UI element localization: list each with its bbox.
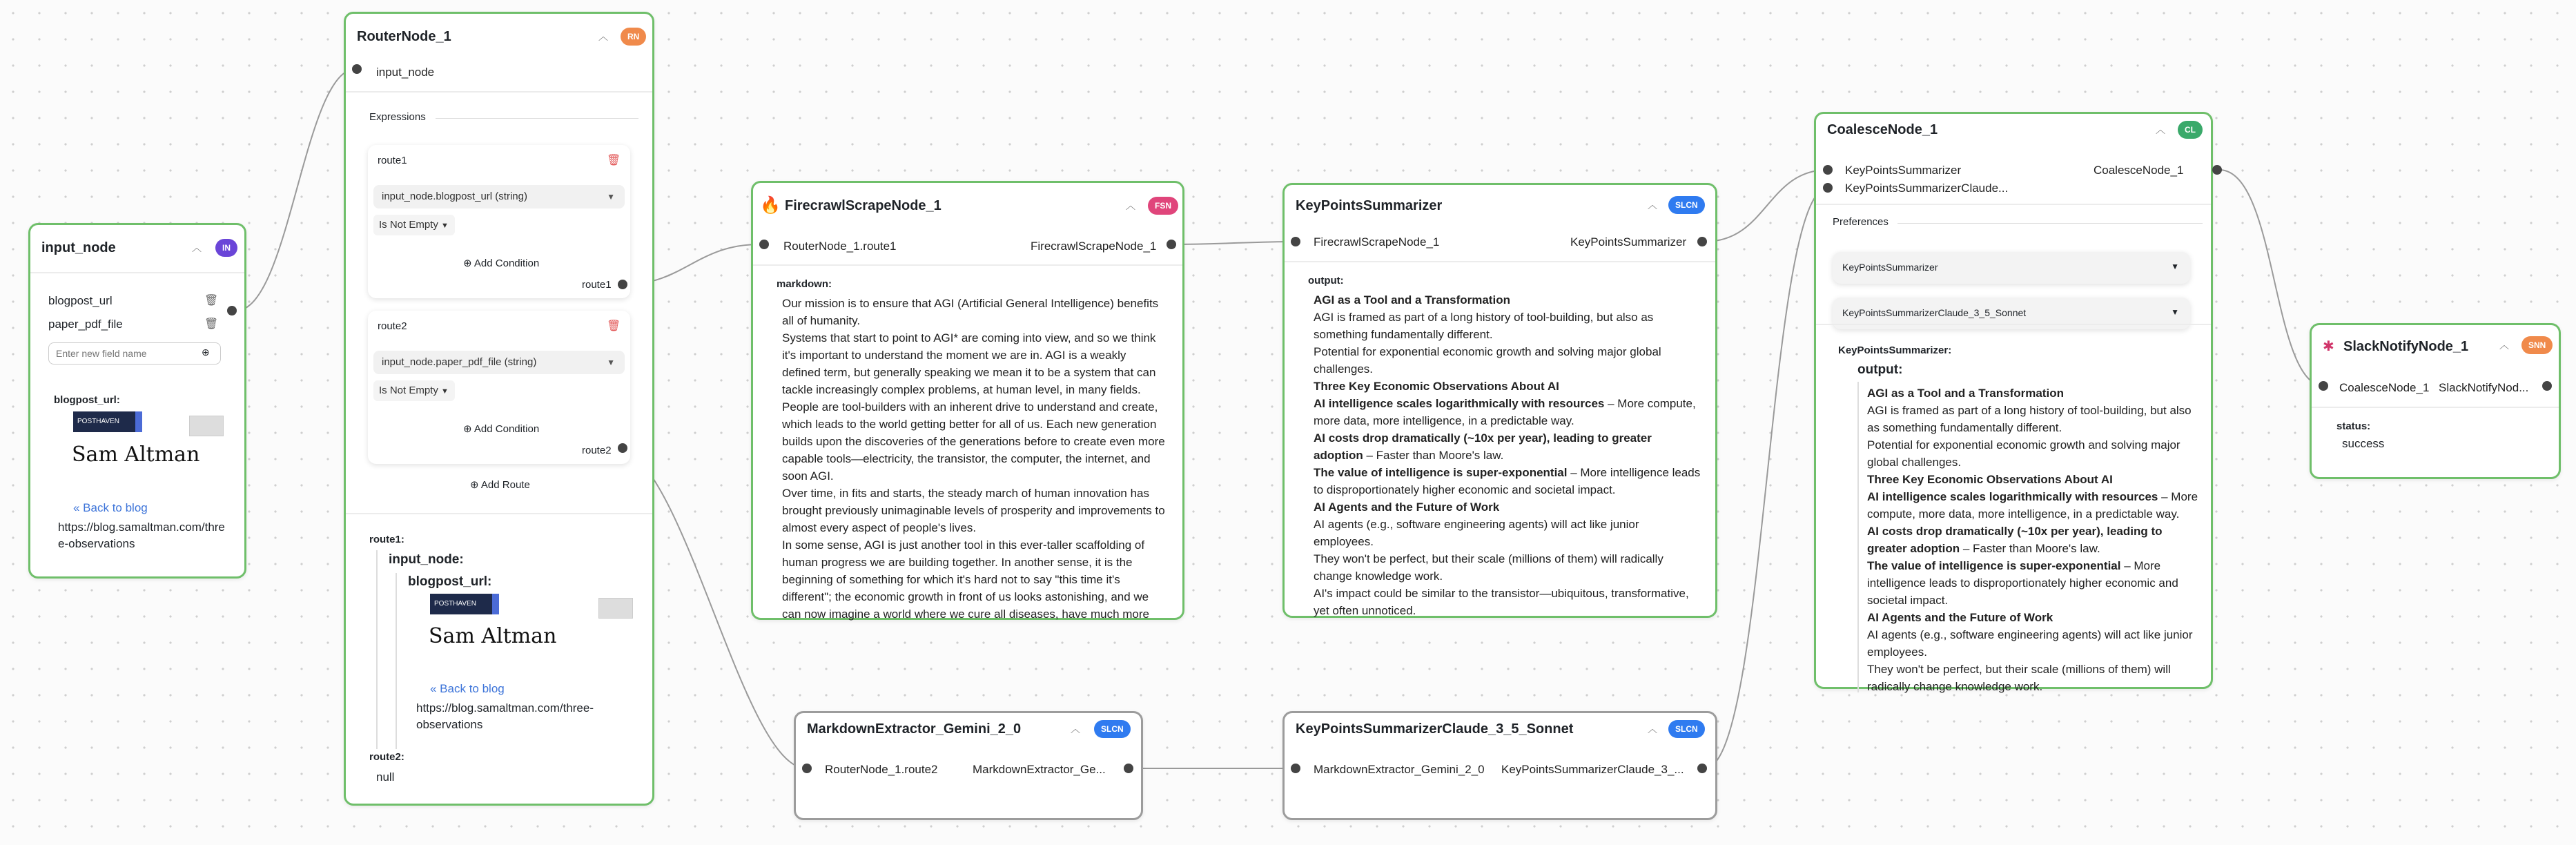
output-port[interactable]	[2542, 381, 2552, 391]
route-card	[368, 145, 630, 298]
edge-firecrawl-kps	[1173, 242, 1294, 244]
summary-text: AGI is framed as part of a long history of tool-building, but also as	[1314, 311, 1654, 324]
markdown-line: Systems that start to point to AGI* are coming into view, and so we think	[782, 331, 1156, 344]
summary-text: They won't be perfect, but their scale (millions of them) will radically	[1314, 552, 1663, 565]
url-text: https://blog.samaltman.com/three-	[416, 701, 594, 715]
condition-operator-select[interactable]: Is Not Empty ▼	[373, 380, 455, 401]
node-header	[796, 713, 1141, 761]
markdown-line: Over time, in fits and starts, the steady march of human innovation has	[782, 487, 1149, 500]
edge-input-router	[236, 69, 355, 311]
node-title: KeyPointsSummarizerClaude_3_5_Sonnet	[1296, 721, 1574, 737]
summary-line	[1314, 360, 1714, 378]
summary-bold: The value of intelligence is super-exponential	[1867, 559, 2121, 572]
tree-line	[376, 550, 378, 749]
divider	[346, 91, 652, 93]
add-condition-button[interactable]: ⊕ Add Condition	[463, 258, 540, 269]
node-title: SlackNotifyNode_1	[2343, 339, 2469, 354]
divider	[1816, 204, 2211, 205]
collapse-chevron-icon[interactable]: ︿	[598, 31, 608, 42]
node-header	[1285, 185, 1715, 233]
divider	[1816, 324, 2211, 325]
posthaven-logo: POSTHAVEN	[430, 594, 499, 614]
summary-text: as something fundamentally different.	[1867, 421, 2062, 434]
summary-line	[1867, 454, 2212, 471]
edge-coalesce-slack	[2219, 170, 2324, 386]
summary-line	[1314, 447, 1714, 464]
markdown-line: People are tool-builders with an inherent drive to understand and create,	[782, 400, 1158, 414]
summary-text: something fundamentally different.	[1314, 328, 1493, 341]
router-node[interactable]	[344, 12, 654, 806]
summary-text: radically change knowledge work.	[1867, 680, 2043, 693]
markdown-line: tackle increasingly complex problems, at human level, in many fields.	[782, 383, 1141, 396]
markdown-line: defined term, but generally speaking we mean it to be a system that can	[782, 366, 1156, 379]
fire-icon: 🔥	[760, 196, 781, 215]
output-port[interactable]	[227, 306, 237, 315]
summary-line	[1314, 567, 1714, 585]
coalesce-node[interactable]	[1814, 112, 2213, 693]
route2-value: null	[376, 770, 395, 784]
status-value: success	[2342, 437, 2385, 450]
delete-route-icon[interactable]: 🗑	[607, 155, 621, 166]
summary-text: – Faster than Moore's law.	[1960, 542, 2100, 555]
collapse-chevron-icon[interactable]: ︿	[2499, 340, 2509, 351]
collapse-chevron-icon[interactable]: ︿	[1071, 723, 1080, 735]
markdown-line: In some sense, AGI is just another tool in this ever-taller scaffolding of	[782, 538, 1145, 552]
node-header	[1816, 114, 2211, 162]
output-port-label: KeyPointsSummarizer	[1570, 235, 1687, 249]
summary-text: – More	[2158, 490, 2198, 503]
output-blogpost-url-label: blogpost_url:	[408, 574, 492, 589]
summary-text: global challenges.	[1867, 456, 1962, 469]
summary-line	[1867, 436, 2212, 454]
input-port[interactable]	[1823, 165, 1833, 175]
field-paper-pdf-file: paper_pdf_file	[48, 318, 123, 331]
input-port-label: input_node	[376, 66, 435, 79]
summary-line	[1867, 592, 2212, 609]
output-port[interactable]	[1697, 237, 1707, 246]
route-output-label: route2	[582, 445, 612, 456]
route1-output-port[interactable]	[618, 280, 627, 289]
delete-route-icon[interactable]: 🗑	[607, 320, 621, 332]
node-header	[753, 183, 1182, 231]
output-label: output:	[1308, 275, 1344, 286]
summary-bold: adoption	[1314, 449, 1363, 462]
summary-bold: AGI as a Tool and a Transformation	[1867, 387, 2064, 400]
summary-text: to disproportionately higher economic and societal impact.	[1314, 483, 1616, 496]
expressions-label: Expressions	[369, 111, 426, 123]
output-route1-label: route1:	[369, 534, 404, 545]
divider	[1285, 261, 1715, 262]
markdown-line: which leads to the world getting better for all of us. Each new generation	[782, 418, 1157, 431]
markdown-line: builds upon the discoveries of the generations before to create even more	[782, 435, 1165, 448]
summary-text: yet often unnoticed.	[1314, 604, 1416, 617]
divider	[2312, 407, 2559, 408]
summary-content	[1314, 291, 1714, 617]
delete-field-icon[interactable]: 🗑	[204, 295, 219, 307]
output-port-label: KeyPointsSummarizerClaude_3_...	[1501, 763, 1684, 776]
markdown-content	[782, 295, 1182, 621]
collapse-chevron-icon[interactable]: ︿	[1648, 200, 1657, 211]
summary-line	[1867, 505, 2212, 523]
node-header	[1285, 713, 1715, 761]
summary-line	[1314, 464, 1714, 481]
node-badge: IN	[215, 239, 237, 257]
markdown-line: all of humanity.	[782, 314, 861, 327]
output-port-label: FirecrawlScrapeNode_1	[1031, 240, 1157, 253]
tree-line	[1857, 382, 1859, 692]
summary-text: challenges.	[1314, 362, 1374, 376]
preference-option-label: KeyPointsSummarizer	[1842, 262, 1938, 273]
output-port[interactable]	[1124, 764, 1133, 773]
route-name: route1	[378, 155, 407, 166]
route2-output-port[interactable]	[618, 443, 627, 453]
summary-line	[1314, 412, 1714, 429]
summary-text: – More intelligence leads	[1567, 466, 1701, 479]
markdown-line: can now imagine a world where we cure all diseases, have much more	[782, 608, 1149, 621]
summary-text: They won't be perfect, but their scale (millions of them) will	[1867, 663, 2171, 676]
summary-bold: Three Key Economic Observations About AI	[1867, 473, 2113, 486]
summary-line	[1867, 643, 2212, 661]
node-badge: SLCN	[1668, 196, 1705, 214]
node-title: CoalesceNode_1	[1827, 122, 1938, 137]
summary-line	[1314, 550, 1714, 567]
url-text: e-observations	[58, 537, 135, 550]
summary-line	[1867, 385, 2212, 402]
add-field-icon[interactable]: ⊕	[202, 347, 210, 358]
summary-text: employees.	[1867, 645, 1927, 659]
input-port-label: RouterNode_1.route2	[825, 763, 938, 776]
back-to-blog-link[interactable]: « Back to blog	[430, 682, 505, 695]
markdown-line: Our mission is to ensure that AGI (Artificial General Intelligence) benefits	[782, 297, 1159, 310]
summary-line	[1867, 540, 2212, 557]
summary-bold: Three Key Economic Observations About AI	[1314, 380, 1559, 393]
summary-bold: AI intelligence scales logarithmically with resources	[1867, 490, 2158, 503]
summary-text: change knowledge work.	[1314, 570, 1443, 583]
summary-text: – Faster than Moore's law.	[1363, 449, 1504, 462]
preference-option-label: KeyPointsSummarizerClaude_3_5_Sonnet	[1842, 307, 2027, 318]
summary-text: AI agents (e.g., software engineering agents) will act like junior	[1314, 518, 1639, 531]
summary-line	[1867, 557, 2212, 574]
output-port[interactable]	[1697, 764, 1707, 773]
output-port-label: MarkdownExtractor_Ge...	[973, 763, 1106, 776]
markdown-line: it's important to understand the moment we are in. AGI is a weakly	[782, 349, 1126, 362]
summary-text: AI agents (e.g., software engineering agents) will act like junior	[1867, 628, 2193, 641]
summary-line	[1867, 523, 2212, 540]
output-port-label: SlackNotifyNod...	[2439, 381, 2529, 394]
summary-line	[1867, 574, 2212, 592]
node-title: FirecrawlScrapeNode_1	[785, 198, 941, 213]
output-port[interactable]	[2212, 165, 2222, 175]
node-title: RouterNode_1	[357, 29, 451, 44]
input-port[interactable]	[802, 764, 812, 773]
summary-line	[1314, 343, 1714, 360]
divider	[753, 264, 1182, 266]
summary-bold: The value of intelligence is super-exponential	[1314, 466, 1568, 479]
summary-bold: AI intelligence scales logarithmically with resources	[1314, 397, 1605, 410]
input-port[interactable]	[352, 64, 362, 74]
output-route2-label: route2:	[369, 751, 404, 763]
condition-operator-select[interactable]: Is Not Empty ▼	[373, 215, 455, 235]
summary-line	[1314, 533, 1714, 550]
markdown-line: human progress we are building together. In another sense, it is the	[782, 556, 1133, 569]
summary-line	[1314, 326, 1714, 343]
markdown-line: different"; the economic growth in front of us looks astonishing, and we	[782, 590, 1149, 603]
summary-line	[1867, 626, 2212, 643]
status-label: status:	[2336, 420, 2371, 432]
markdown-line: capable tools—electricity, the transistor, the computer, the internet, and	[782, 452, 1151, 465]
input-port-label: MarkdownExtractor_Gemini_2_0	[1314, 763, 1485, 776]
node-badge: SLCN	[1668, 720, 1705, 738]
markdown-line: brought previously unimaginable levels of prosperity and improvements to	[782, 504, 1165, 517]
signature: Sam Altman	[429, 624, 557, 648]
firecrawl-scrape-node[interactable]	[751, 181, 1184, 620]
input-port[interactable]	[2319, 381, 2328, 391]
summary-line	[1314, 516, 1714, 533]
input-port-label: FirecrawlScrapeNode_1	[1314, 235, 1440, 249]
summary-text: compute, more data, more intelligence, in a predictable way.	[1867, 507, 2180, 521]
node-badge: FSN	[1148, 197, 1178, 215]
input-port-label: KeyPointsSummarizer	[1845, 164, 1962, 177]
input-port-label: RouterNode_1.route1	[783, 240, 897, 253]
back-to-blog-link[interactable]: « Back to blog	[73, 501, 148, 514]
summary-line	[1314, 429, 1714, 447]
node-title: input_node	[41, 240, 116, 255]
divider	[1897, 223, 2203, 224]
summary-line	[1867, 661, 2212, 678]
node-title: KeyPointsSummarizer	[1296, 198, 1443, 213]
markdown-label: markdown:	[777, 278, 832, 290]
summary-line	[1314, 309, 1714, 326]
edge-kps-coalesce	[1705, 170, 1828, 242]
summary-text: Potential for exponential economic growth and solving major global	[1314, 345, 1661, 358]
summary-line	[1314, 498, 1714, 516]
posthaven-logo: POSTHAVEN	[73, 411, 142, 432]
summary-text: intelligence leads to disproportionately higher economic and	[1867, 576, 2178, 590]
chevron-down-icon: ▼	[2171, 307, 2179, 317]
output-port[interactable]	[1167, 240, 1176, 249]
summary-line	[1867, 402, 2212, 419]
output-port-label: CoalesceNode_1	[2094, 164, 2184, 177]
image-placeholder	[598, 598, 633, 619]
route-name: route2	[378, 320, 407, 332]
node-header	[2312, 325, 2559, 373]
summary-line	[1314, 602, 1714, 619]
summary-line	[1867, 471, 2212, 488]
collapse-chevron-icon[interactable]: ︿	[1126, 200, 1135, 211]
collapse-chevron-icon[interactable]: ︿	[192, 242, 202, 253]
summary-bold: AI Agents and the Future of Work	[1867, 611, 2053, 624]
summary-bold: AI costs drop dramatically (~10x per year), leading to	[1867, 525, 2163, 538]
summary-line	[1314, 291, 1714, 309]
input-port-label: CoalesceNode_1	[2339, 381, 2430, 394]
markdown-line: soon AGI.	[782, 469, 834, 483]
collapse-chevron-icon[interactable]: ︿	[2156, 124, 2165, 135]
output-label: output:	[1857, 362, 1903, 377]
summary-line	[1314, 378, 1714, 395]
chevron-down-icon: ▼	[2171, 262, 2179, 271]
output-key-label: KeyPointsSummarizer:	[1838, 344, 1952, 356]
tree-line	[396, 573, 397, 749]
delete-field-icon[interactable]: 🗑	[204, 318, 219, 330]
markdown-line: beginning of something for which it's hard not to say "this time it's	[782, 573, 1120, 586]
summary-text: societal impact.	[1867, 594, 1949, 607]
input-port[interactable]	[1291, 237, 1300, 246]
summary-line	[1867, 488, 2212, 505]
edge-kpsc-coalesce	[1705, 188, 1828, 768]
new-field-input[interactable]	[48, 342, 221, 365]
input-port[interactable]	[1291, 764, 1300, 773]
summary-bold: AI costs drop dramatically (~10x per year), leading to greater	[1314, 431, 1652, 445]
preferences-label: Preferences	[1833, 216, 1889, 228]
node-header	[346, 14, 652, 62]
summary-line	[1867, 678, 2212, 695]
key-points-summarizer-claude-node[interactable]	[1282, 711, 1717, 820]
field-blogpost-url: blogpost_url	[48, 294, 113, 307]
summary-text: AGI is framed as part of a long history of tool-building, but also	[1867, 404, 2192, 417]
slack-icon: ✱	[2323, 339, 2334, 354]
summary-bold: AI Agents and the Future of Work	[1314, 501, 1500, 514]
markdown-line: almost every aspect of people's lives.	[782, 521, 977, 534]
markdown-extractor-gemini-node[interactable]	[794, 711, 1143, 820]
signature: Sam Altman	[72, 443, 200, 467]
input-node[interactable]	[28, 223, 246, 579]
summary-line	[1314, 481, 1714, 498]
divider	[346, 513, 652, 514]
summary-line	[1867, 419, 2212, 436]
node-badge: CL	[2178, 121, 2203, 139]
node-badge: SNN	[2521, 336, 2553, 354]
summary-line	[1314, 395, 1714, 412]
summary-line	[1314, 585, 1714, 602]
add-condition-button[interactable]: ⊕ Add Condition	[463, 423, 540, 435]
preference-option[interactable]	[1833, 252, 2190, 284]
summary-bold: greater adoption	[1867, 542, 1960, 555]
route-card	[368, 311, 630, 464]
image-placeholder	[189, 416, 224, 436]
divider	[436, 118, 638, 119]
input-port-label: KeyPointsSummarizerClaude...	[1845, 182, 2009, 195]
node-header	[30, 225, 244, 273]
slack-notify-node[interactable]	[2310, 323, 2561, 479]
input-port[interactable]	[1823, 183, 1833, 193]
summary-line	[1867, 609, 2212, 626]
summary-bold: AGI as a Tool and a Transformation	[1314, 293, 1510, 307]
condition-field-select[interactable]: input_node.blogpost_url (string) ▼	[373, 185, 625, 208]
summary-text: AI's impact could be similar to the transistor—ubiquitous, transformative,	[1314, 587, 1689, 600]
url-text: https://blog.samaltman.com/thre	[58, 521, 225, 534]
output-label: blogpost_url:	[54, 394, 120, 406]
condition-field-select[interactable]: input_node.paper_pdf_file (string) ▼	[373, 351, 625, 374]
node-badge: SLCN	[1094, 720, 1131, 738]
route-output-label: route1	[582, 279, 612, 291]
url-text: observations	[416, 718, 483, 731]
key-points-summarizer-node[interactable]	[1282, 183, 1717, 618]
node-badge: RN	[621, 28, 646, 46]
summary-text: employees.	[1314, 535, 1374, 548]
add-route-button[interactable]: ⊕ Add Route	[470, 479, 530, 491]
summary-content	[1867, 385, 2212, 693]
summary-text: – More	[2120, 559, 2161, 572]
output-input-node-label: input_node:	[389, 552, 464, 567]
summary-text: – More compute,	[1604, 397, 1696, 410]
summary-text: Potential for exponential economic growth and solving major	[1867, 438, 2180, 451]
input-port[interactable]	[759, 240, 769, 249]
collapse-chevron-icon[interactable]: ︿	[1648, 723, 1657, 735]
summary-text: more data, more intelligence, in a predictable way.	[1314, 414, 1574, 427]
node-title: MarkdownExtractor_Gemini_2_0	[807, 721, 1022, 737]
